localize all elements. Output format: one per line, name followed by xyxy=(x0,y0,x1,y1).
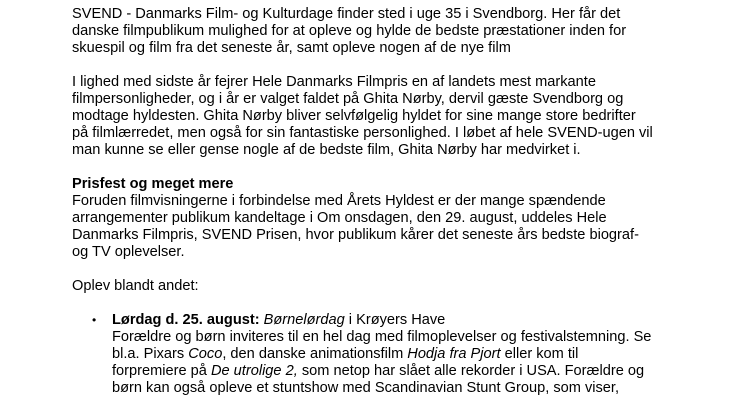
intro-line: danske filmpublikum mulighed for at opleve og hylde de bedste præstationer inden for xyxy=(72,23,627,39)
party-line: Danmarks Filmpris, SVEND Prisen, hvor publikum kårer det seneste års bedste biograf- xyxy=(72,227,639,243)
tribute-paragraph xyxy=(72,74,672,159)
event-name: Børnelørdag xyxy=(263,312,345,328)
desc-text: forpremiere på xyxy=(112,363,211,379)
party-section xyxy=(72,176,672,261)
desc-text: bl.a. Pixars xyxy=(112,346,189,362)
tribute-line: man kunne se eller gense nogle af de bedste film, Ghita Nørby har medvirket i. xyxy=(72,142,581,158)
experience-intro: Oplev blandt andet: xyxy=(72,278,199,294)
event-list xyxy=(92,312,672,397)
intro-line: SVEND - Danmarks Film- og Kulturdage finder sted i uge 35 i Svendborg. Her får det xyxy=(72,6,621,22)
event-location: i Krøyers Have xyxy=(344,312,446,328)
desc-text: som netop har slået alle rekorder i USA. Forældre og xyxy=(297,363,645,379)
film-title: De utrolige 2, xyxy=(210,363,298,379)
desc-text: , den danske animationsfilm xyxy=(222,346,408,362)
tribute-line: modtage hyldesten. Ghita Nørby bliver selvfølgelig hyldet for sine mange store bedrifter xyxy=(72,108,636,124)
document-page xyxy=(72,6,672,397)
party-line: arrangementer publikum kandeltage i Om onsdagen, den 29. august, uddeles Hele xyxy=(72,210,607,226)
list-item xyxy=(92,312,672,397)
experience-intro-paragraph xyxy=(72,278,672,295)
event-desc-line xyxy=(112,363,672,380)
event-date: Lørdag d. 25. august: xyxy=(112,312,260,328)
intro-line: skuespil og film fra det seneste år, samt opleve nogen af de nye film xyxy=(72,40,511,56)
bullet-icon: • xyxy=(92,313,97,327)
film-title: Coco xyxy=(188,346,223,362)
event-desc-line xyxy=(112,346,672,363)
event-title-line xyxy=(112,312,672,329)
film-title: Hodja fra Pjort xyxy=(407,346,501,362)
intro-paragraph xyxy=(72,6,672,57)
party-line: Foruden filmvisningerne i forbindelse med Årets Hyldest er der mange spændende xyxy=(72,193,606,209)
tribute-line: på filmlærredet, men også for sin fantastiske personlighed. I løbet af hele SVEND-ugen vil xyxy=(72,125,653,141)
tribute-line: filmpersonligheder, og i år er valget faldet på Ghita Nørby, dervil gæste Svendborg og xyxy=(72,91,624,107)
desc-text: eller kom til xyxy=(500,346,579,362)
party-line: og TV oplevelser. xyxy=(72,244,185,260)
event-desc-line: børn kan også opleve et stuntshow med Scandinavian Stunt Group, som viser, xyxy=(112,380,620,396)
section-heading: Prisfest og meget mere xyxy=(72,176,234,192)
tribute-line: I lighed med sidste år fejrer Hele Danmarks Filmpris en af landets mest markante xyxy=(72,74,596,90)
event-desc-line: Forældre og børn inviteres til en hel dag med filmoplevelser og festivalstemning. Se xyxy=(112,329,652,345)
